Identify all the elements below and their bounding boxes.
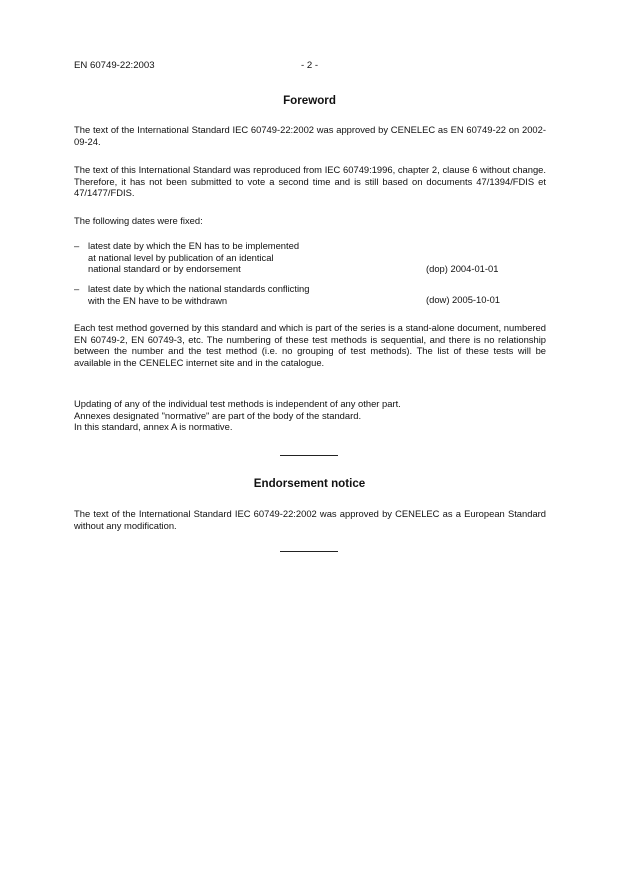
date-item-dop [74,240,546,280]
date-item-dow [74,283,546,311]
foreword-paragraph-test-methods: Each test method governed by this standard and which is part of the series is a stand-alone document, numbered EN 60749-2, EN 60749-3, etc. The numbering of these test methods is sequential, and there is no relationship between the number and the test method (i.e. no grouping of test methods). The list of these tests will be available in the CENELEC internet site and in the catalogue. [74,322,546,368]
page-number: - 2 - [300,60,319,71]
foreword-paragraph-updating [74,398,546,433]
foreword-paragraph-reproduction: The text of this International Standard was reproduced from IEC 60749:1996, chapter 2, clause 6 without change. Therefore, it has not been submitted to vote a second time and is still based on documents 47/1394/FDIS et 47/1477/FDIS. [74,164,546,198]
section-divider [280,455,338,456]
endorsement-paragraph: The text of the International Standard IEC 60749-22:2002 was approved by CENELEC as a European Standard without any modification. [74,508,546,531]
date-item-line: latest date by which the EN has to be implemented [88,240,300,251]
updating-line: Updating of any of the individual test methods is independent of any other part. [74,398,401,409]
date-item-line: latest date by which the national standards conflicting [88,283,310,294]
endorsement-heading: Endorsement notice [253,477,366,490]
list-dash: – [74,283,80,294]
date-item-description [88,283,418,306]
section-divider [280,551,338,552]
dop-date: (dop) 2004-01-01 [426,263,499,274]
date-item-line: with the EN have to be withdrawn [88,294,228,306]
annex-a-line: In this standard, annex A is normative. [74,421,233,432]
list-dash: – [74,240,80,251]
date-item-line: at national level by publication of an identical [88,251,274,263]
annexes-line: Annexes designated "normative" are part of the body of the standard. [74,409,362,421]
foreword-paragraph-dates-intro: The following dates were fixed: [74,215,203,226]
date-item-description [88,240,418,275]
dow-date: (dow) 2005-10-01 [426,294,501,305]
foreword-heading: Foreword [283,94,336,107]
foreword-paragraph-approval: The text of the International Standard IEC 60749-22:2002 was approved by CENELEC as EN 60749-22 on 2002-09-24. [74,124,546,147]
document-id: EN 60749-22:2003 [74,60,155,71]
date-item-line: national standard or by endorsement [88,263,241,274]
